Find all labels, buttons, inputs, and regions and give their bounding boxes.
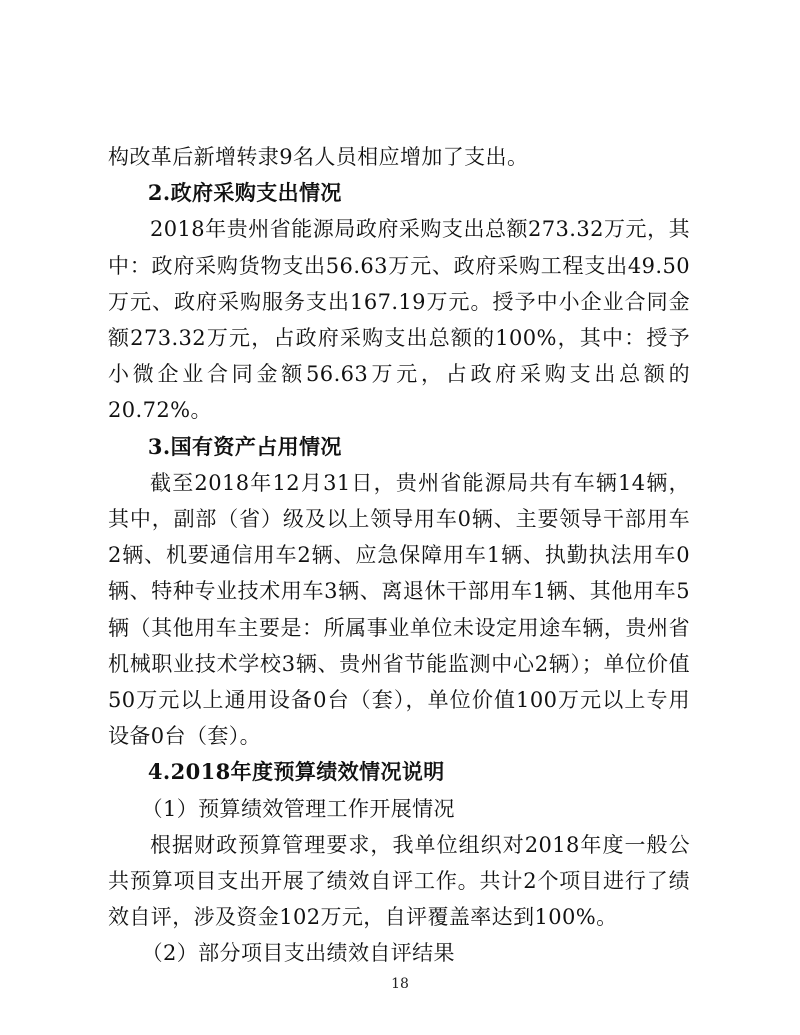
paragraph-performance-management: 根据财政预算管理要求，我单位组织对2018年度一般公共预算项目支出开展了绩效自评工作。共计2个项目进行了绩效自评，涉及资金102万元，自评覆盖率达到100%。 [108, 832, 690, 930]
paragraph-procurement: 2018年贵州省能源局政府采购支出总额273.32万元，其中：政府采购货物支出56.63万元、政府采购工程支出49.50万元、政府采购服务支出167.19万元。授予中小企业合同金额273.32万元，占政府采购支出总额的100%，其中：授予小微企业合同金额56.63万元，占政府采购支出总额的20.72%。 [108, 217, 690, 423]
page-number: 18 [391, 976, 409, 992]
paragraph-state-assets: 截至2018年12月31日，贵州省能源局共有车辆14辆，其中，副部（省）级及以上领导用车0辆、主要领导干部用车2辆、机要通信用车2辆、应急保障用车1辆、执勤执法用车0辆、特种专业技术用车3辆、离退休干部用车1辆、其他用车5辆（其他用车主要是：所属事业单位未设定用途车辆，贵州省机械职业技术学校3辆、贵州省节能监测中心2辆）；单位价值50万元以上通用设备0台（套），单位价值100万元以上专用设备0台（套）。 [108, 470, 690, 749]
section-heading-budget-performance: 4.2018年度预算绩效情况说明 [147, 759, 445, 785]
paragraph-continuation: 构改革后新增转隶9名人员相应增加了支出。 [108, 145, 529, 169]
document-body [108, 139, 690, 972]
section-heading-government-procurement: 2.政府采购支出情况 [147, 180, 342, 206]
section-heading-state-assets: 3.国有资产占用情况 [147, 433, 342, 459]
subheading-performance-management: （1）预算绩效管理工作开展情况 [141, 796, 455, 821]
subheading-self-evaluation-results: （2）部分项目支出绩效自评结果 [141, 941, 455, 966]
